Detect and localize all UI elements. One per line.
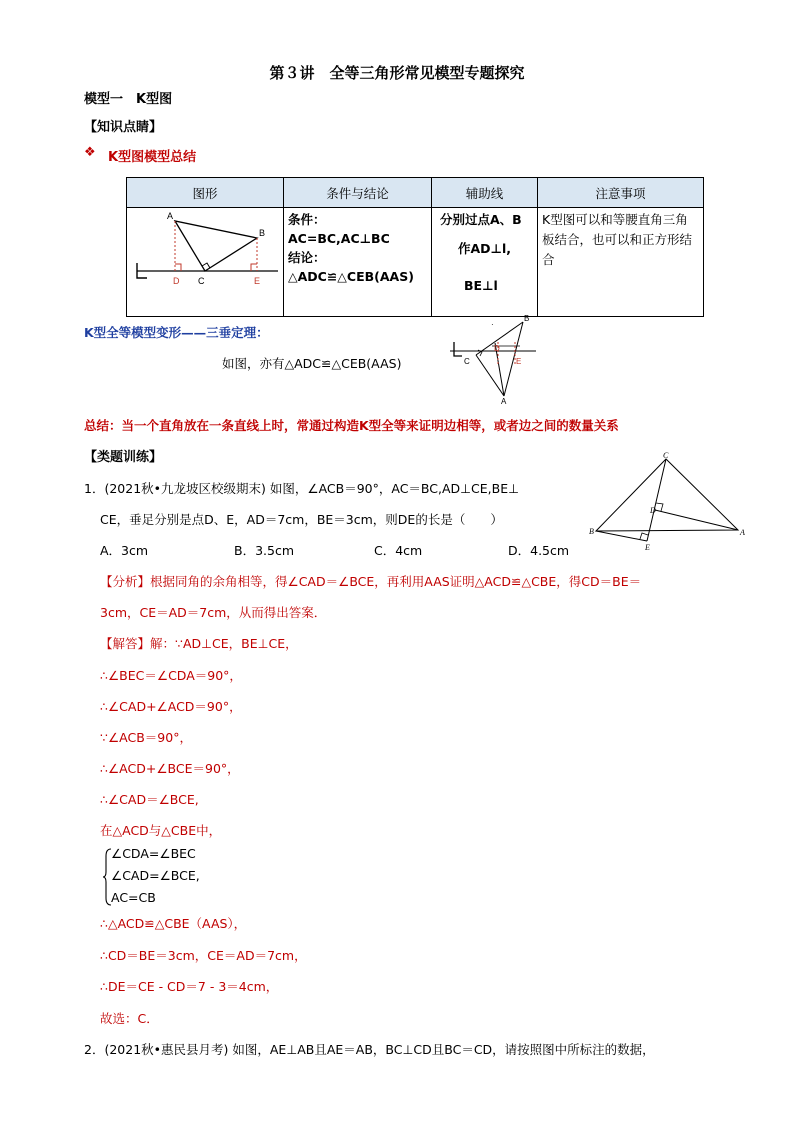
knowledge-heading: 【知识点睛】 <box>84 120 163 135</box>
solution-line: ∴∠BEC＝∠CDA＝90°， <box>100 668 242 683</box>
problem1-figure <box>588 451 748 551</box>
p1-label-C: C <box>663 451 669 460</box>
variant-figure <box>446 312 538 404</box>
solution-line: ∵∠ACB＝90°， <box>100 730 192 745</box>
variant-heading: K型全等模型变形——三垂定理： <box>84 325 269 340</box>
problem2-line1: 2．(2021秋•惠民县月考) 如图，AE⊥AB且AE＝AB，BC⊥CD且BC＝CD，请按照图中所标注的数据， <box>84 1042 655 1057</box>
conclusion-label: 结论： <box>288 250 326 265</box>
aux-line-1: 分别过点A、B <box>440 212 522 227</box>
header-aux-lines: 辅助线 <box>432 178 538 208</box>
header-notes: 注意事项 <box>538 178 704 208</box>
p1-label-B: B <box>589 527 594 536</box>
aux-line-2: 作AD⊥l, <box>458 241 512 256</box>
analysis-line1: 【分析】根据同角的余角相等，得∠CAD＝∠BCE，再利用AAS证明△ACD≌△CBE，得CD＝BE＝ <box>100 574 642 589</box>
solution-line: 在△ACD与△CBE中， <box>100 823 222 838</box>
header-figure: 图形 <box>127 178 284 208</box>
option-c: C．4cm <box>374 543 423 558</box>
label-D: D <box>173 276 180 286</box>
table-row <box>127 208 704 317</box>
figure-cell <box>127 208 284 317</box>
notes-cell <box>538 208 704 317</box>
p1-label-A: A <box>740 528 745 537</box>
variant-label-E: E <box>516 357 522 366</box>
summary-line: 总结：当一个直角放在一条直线上时，常通过构造K型全等来证明边相等，或者边之间的数量关系 <box>84 418 619 433</box>
notes-text: K型图可以和等腰直角三角板结合，也可以和正方形结合 <box>542 212 693 267</box>
system-eq-2: ∠CAD=∠BCE, <box>111 868 200 883</box>
model-heading: 模型一 K型图 <box>84 92 173 107</box>
page-title: 第３讲 全等三角形常见模型专题探究 <box>269 64 525 82</box>
p1-label-E: E <box>645 543 650 551</box>
variant-label-D: D <box>494 344 500 353</box>
label-E: E <box>254 276 261 286</box>
solution-line: 【解答】解：∵AD⊥CE，BE⊥CE， <box>100 636 298 651</box>
variant-text: 如图，亦有△ADC≌△CEB(AAS) <box>222 356 402 371</box>
conclusion-line: ∴△ACD≌△CBE（AAS）， <box>100 916 247 931</box>
aux-line-3: BE⊥l <box>464 278 498 293</box>
system-eq-3: AC=CB <box>111 890 156 905</box>
conditions-cell <box>284 208 432 317</box>
svg-text:·: · <box>491 320 494 329</box>
option-d: D．4.5cm <box>508 543 570 558</box>
training-heading: 【类题训练】 <box>84 450 163 465</box>
summary-heading: K型图模型总结 <box>108 150 197 165</box>
p1-label-D: D <box>650 506 656 515</box>
label-B: B <box>259 228 266 238</box>
solution-line: ∴∠CAD＝∠BCE, <box>100 792 199 807</box>
problem1-line2: CE，垂足分别是点D、E，AD＝7cm，BE＝3cm，则DE的长是（ ） <box>100 512 503 527</box>
variant-label-C: C <box>464 357 470 366</box>
system-eq-1: ∠CDA=∠BEC <box>111 846 196 861</box>
problem1-line1: 1．(2021秋•九龙坡区校级期末) 如图，∠ACB＝90°，AC＝BC,AD⊥CE,BE⊥ <box>84 481 520 496</box>
conclusion-line: ∴CD＝BE＝3cm，CE＝AD＝7cm， <box>100 948 307 963</box>
k-figure <box>127 208 283 312</box>
conclusion-text: △ADC≌△CEB(AAS) <box>288 269 414 284</box>
option-b: B．3.5cm <box>234 543 295 558</box>
variant-label-A: A <box>501 397 507 404</box>
label-C: C <box>198 276 205 286</box>
label-A: A <box>167 211 174 221</box>
condition-text: 条件：AC=BC,AC⊥BC <box>288 212 390 246</box>
diamond-bullet-icon: ❖ <box>84 145 96 160</box>
table-header-row <box>127 178 704 208</box>
variant-label-B: B <box>524 314 530 323</box>
analysis-line2: 3cm，CE＝AD＝7cm，从而得出答案． <box>100 605 327 620</box>
solution-line: ∴∠ACD+∠BCE＝90°， <box>100 761 240 776</box>
header-conditions: 条件与结论 <box>284 178 432 208</box>
conclusion-line: ∴DE＝CE - CD＝7 - 3＝4cm， <box>100 979 279 994</box>
solution-line: ∴∠CAD+∠ACD＝90°， <box>100 699 242 714</box>
answer-line: 故选：C． <box>100 1011 159 1026</box>
option-a: A．3cm <box>100 543 149 558</box>
k-model-table <box>126 177 704 317</box>
aux-cell <box>432 208 538 317</box>
